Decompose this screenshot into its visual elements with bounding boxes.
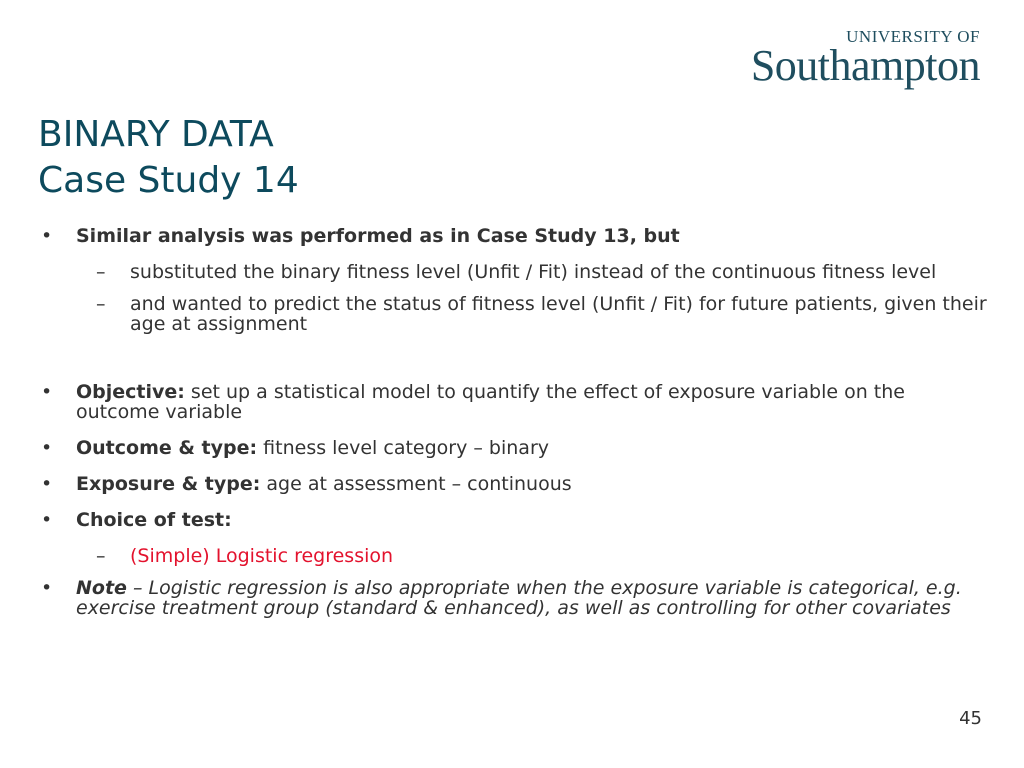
bullet-mark: •: [41, 225, 53, 247]
exposure-text: age at assessment – continuous: [260, 473, 572, 495]
sub-bullet-substituted: [38, 262, 988, 282]
sub-bullet-text: substituted the binary fitness level (Unfit / Fit) instead of the continuous fitness level: [130, 261, 937, 283]
bullet-mark: •: [41, 509, 53, 531]
exposure-label: Exposure & type:: [76, 473, 261, 495]
dash-mark: –: [96, 261, 106, 283]
title-line-1: BINARY DATA: [38, 114, 274, 155]
bullet-mark: •: [41, 577, 53, 599]
note-text: – Logistic regression is also appropriate when the exposure variable is categorical, e.g. exercise treatment group (standard & enhanced), as well as controlling for other covariates: [76, 577, 962, 619]
bullet-exposure: [38, 474, 988, 494]
spacer: [38, 346, 988, 382]
bullet-mark: •: [41, 381, 53, 403]
bullet-objective: [38, 382, 988, 422]
choice-label: Choice of test:: [76, 509, 232, 531]
logo-southampton: Southampton: [750, 41, 980, 90]
bullet-text: Similar analysis was performed as in Case Study 13, but: [76, 225, 680, 247]
note-label: Note: [76, 577, 127, 599]
objective-text: set up a statistical model to quantify the effect of exposure variable on the outcome variable: [76, 381, 905, 423]
bullet-mark: •: [41, 473, 53, 495]
outcome-text: fitness level category – binary: [257, 437, 549, 459]
dash-mark: –: [96, 293, 106, 315]
objective-label: Objective:: [76, 381, 185, 403]
bullet-mark: •: [41, 437, 53, 459]
bullet-choice-of-test: [38, 510, 988, 530]
bullet-note: [38, 578, 988, 618]
slide-content: [38, 226, 988, 634]
slide-title: [38, 112, 299, 204]
bullet-similar-analysis: [38, 226, 988, 246]
page-number: 45: [959, 708, 982, 729]
sub-bullet-text: and wanted to predict the status of fitness level (Unfit / Fit) for future patients, given their age at assignment: [130, 293, 987, 335]
dash-mark: –: [96, 545, 106, 567]
sub-bullet-logistic-regression: [38, 546, 988, 566]
title-line-2: Case Study 14: [38, 160, 299, 201]
outcome-label: Outcome & type:: [76, 437, 258, 459]
bullet-outcome: [38, 438, 988, 458]
sub-bullet-predict: [38, 294, 988, 334]
university-logo: [740, 28, 980, 88]
logo-university-of: UNIVERSITY OF: [846, 27, 980, 46]
logistic-regression-text: (Simple) Logistic regression: [130, 545, 394, 567]
